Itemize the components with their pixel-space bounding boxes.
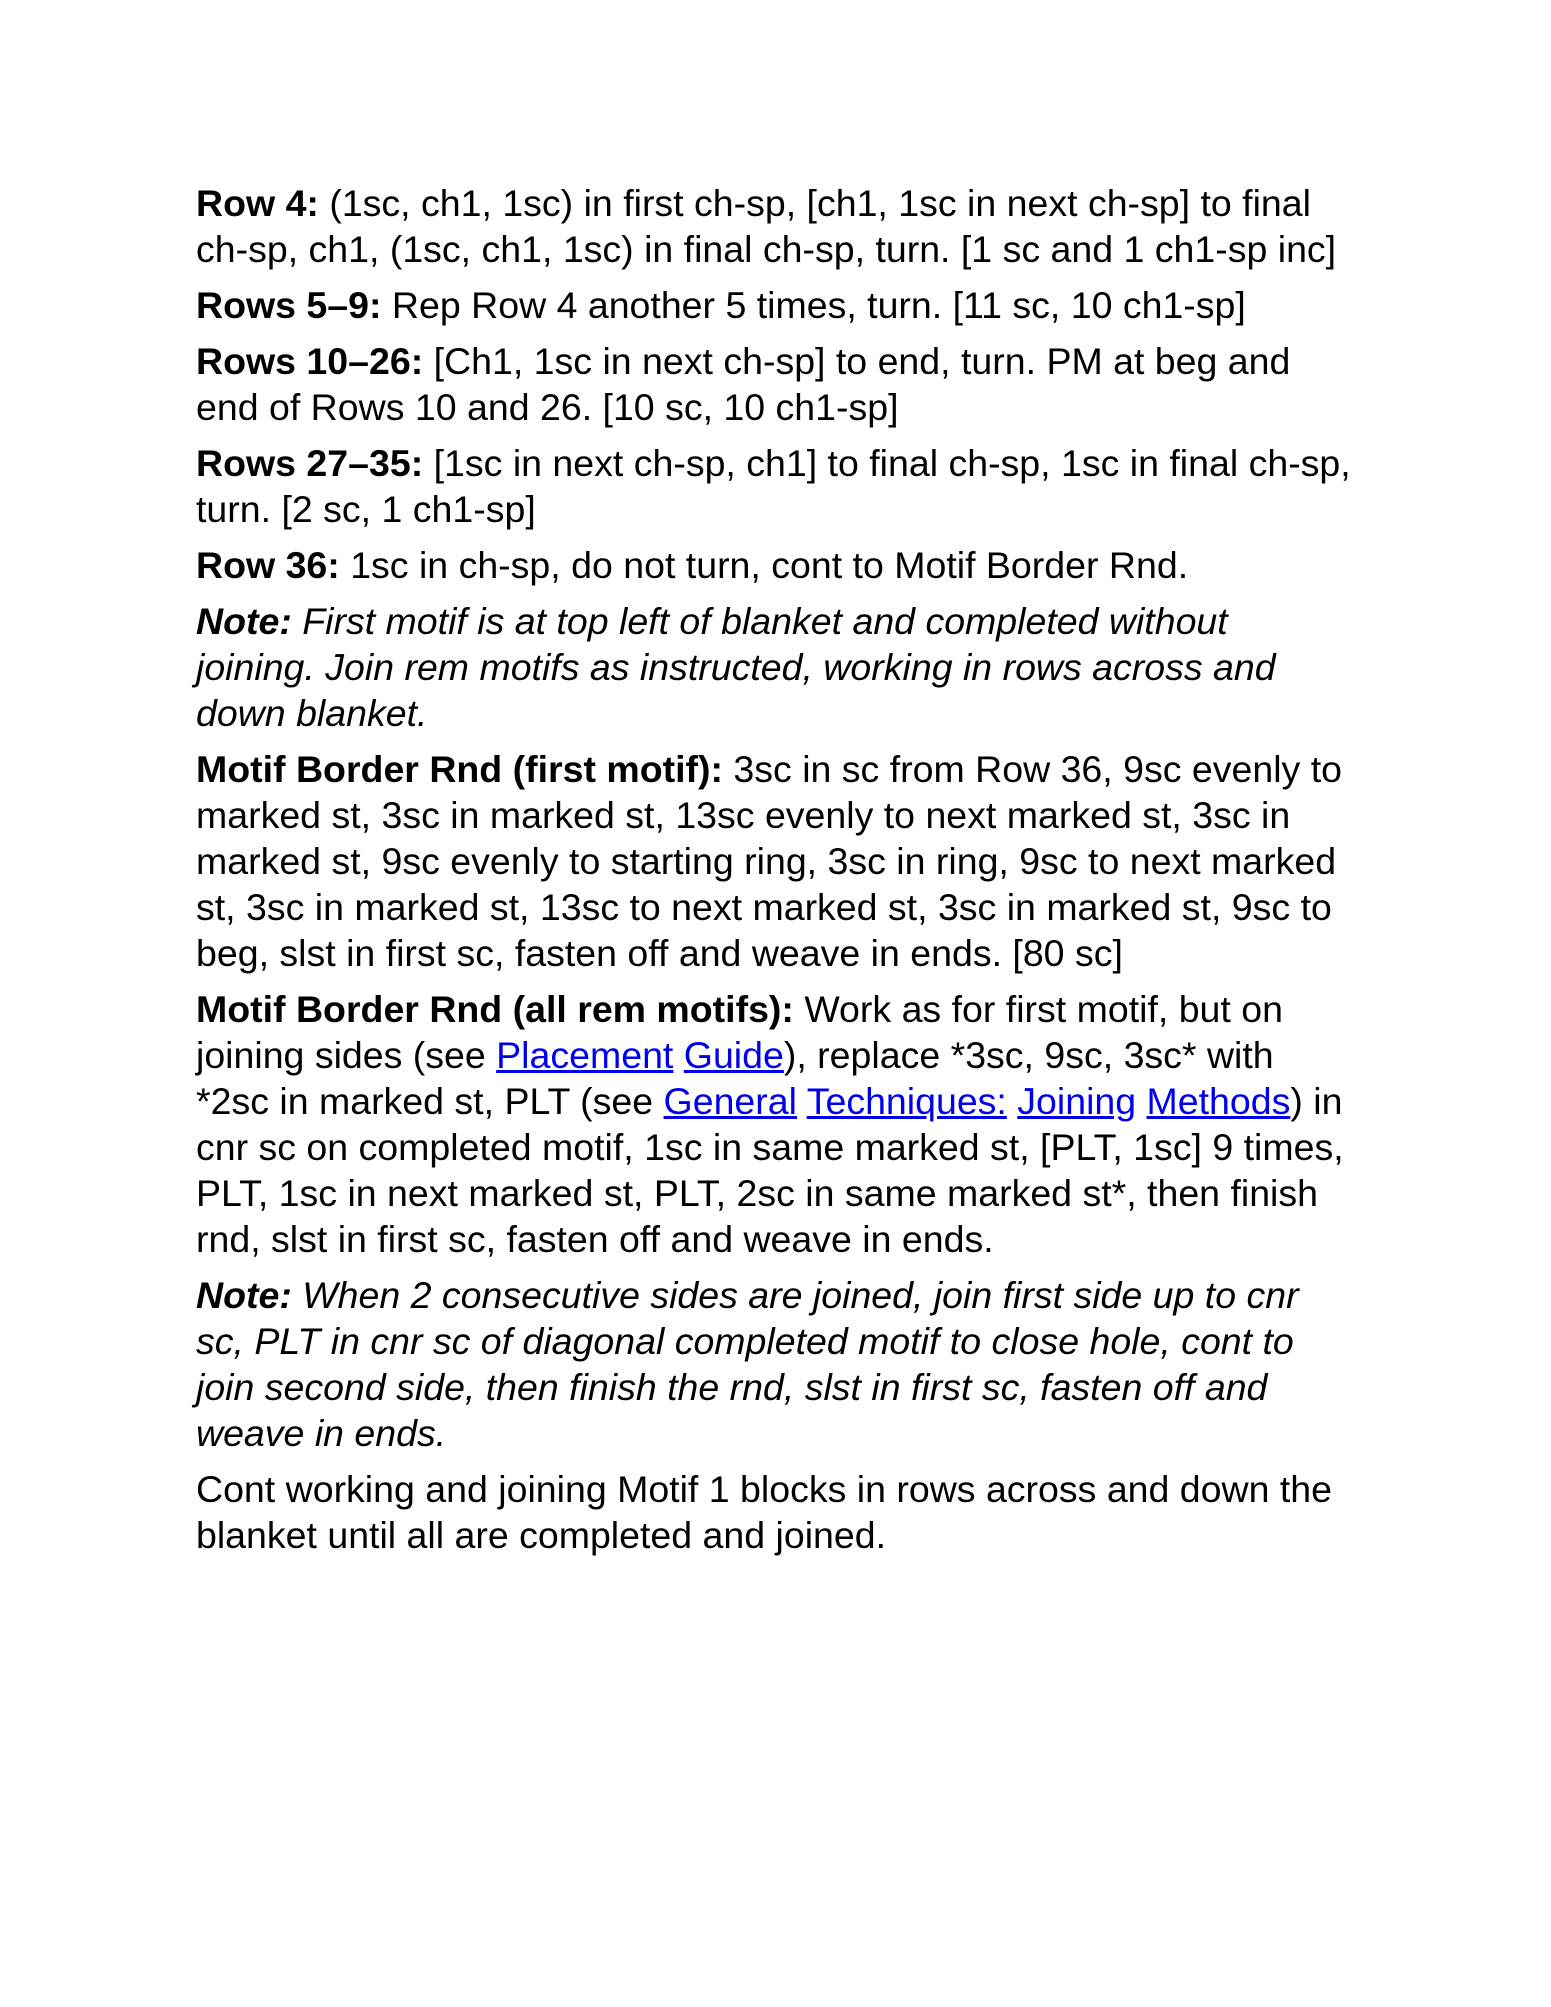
motif-border-rem-label: Motif Border Rnd (all rem motifs):	[196, 988, 794, 1030]
link-word: Techniques:	[806, 1080, 1007, 1122]
instruction-row-4	[196, 180, 1354, 272]
rows-27-35-text: [1sc in next ch-sp, ch1] to final ch-sp, 1sc in final ch-sp, turn. [2 sc, 1 ch1-sp]	[196, 442, 1351, 530]
rows-10-26-label: Rows 10–26:	[196, 340, 424, 382]
rows-27-35-label: Rows 27–35:	[196, 442, 424, 484]
pattern-text-column	[196, 180, 1354, 1568]
link-word: General	[663, 1080, 797, 1122]
note-label: Note:	[196, 1274, 292, 1316]
note-first-motif	[196, 598, 1354, 736]
rows-5-9-text: Rep Row 4 another 5 times, turn. [11 sc, 10 ch1-sp]	[381, 284, 1246, 326]
motif-border-first-label: Motif Border Rnd (first motif):	[196, 748, 723, 790]
cont-working-text: Cont working and joining Motif 1 blocks in rows across and down the blanket until all are completed and joined.	[196, 1468, 1333, 1556]
instruction-cont-working	[196, 1466, 1354, 1558]
row-36-label: Row 36:	[196, 544, 340, 586]
rows-10-26-text: [Ch1, 1sc in next ch-sp] to end, turn. PM at beg and end of Rows 10 and 26. [10 sc, 10 ch1-sp]	[196, 340, 1291, 428]
row-4-text: (1sc, ch1, 1sc) in first ch-sp, [ch1, 1sc in next ch-sp] to final ch-sp, ch1, (1sc, ch1, 1sc) in final ch-sp, turn. [1 sc and 1 ch1-sp inc]	[196, 182, 1337, 270]
motif-border-first-text: 3sc in sc from Row 36, 9sc evenly to marked st, 3sc in marked st, 13sc evenly to next marked st, 3sc in marked st, 9sc evenly to starting ring, 3sc in ring, 9sc to next marked st, 3sc in marked st, 13sc to next marked st, 3sc in marked st, 9sc to beg, slst in first sc, fasten off and weave in ends. [80 sc]	[196, 748, 1342, 974]
instruction-rows-5-9	[196, 282, 1354, 328]
motif-border-rem-text-2: ), replace *3sc, 9sc, 3sc* with *2sc in marked st, PLT (see	[196, 1034, 1274, 1122]
instruction-rows-10-26	[196, 338, 1354, 430]
link-word: Guide	[683, 1034, 784, 1076]
instruction-motif-border-first	[196, 746, 1354, 976]
note-first-motif-text: First motif is at top left of blanket and completed without joining. Join rem motifs as instructed, working in rows across and down blanket.	[196, 600, 1276, 734]
note-joining-sides	[196, 1272, 1354, 1456]
motif-border-rem-text-3: ) in cnr sc on completed motif, 1sc in same marked st, [PLT, 1sc] 9 times, PLT, 1sc in next marked st, PLT, 2sc in same marked st*, then finish rnd, slst in first sc, fasten off and weave in ends.	[196, 1080, 1344, 1260]
note-label: Note:	[196, 600, 292, 642]
rows-5-9-label: Rows 5–9:	[196, 284, 382, 326]
note-joining-sides-text: When 2 consecutive sides are joined, join first side up to cnr sc, PLT in cnr sc of diagonal completed motif to close hole, cont to join second side, then finish the rnd, slst in first sc, fasten off and weave in ends.	[196, 1274, 1299, 1454]
link-word: Methods	[1146, 1080, 1291, 1122]
link-word: Joining	[1017, 1080, 1137, 1122]
motif-border-rem-text-1: Work as for first motif, but on joining sides (see	[196, 988, 1283, 1076]
instruction-motif-border-rem	[196, 986, 1354, 1262]
instruction-rows-27-35	[196, 440, 1354, 532]
instruction-row-36	[196, 542, 1354, 588]
row-4-label: Row 4:	[196, 182, 319, 224]
joining-methods-link[interactable]	[664, 1080, 1291, 1122]
row-36-text: 1sc in ch-sp, do not turn, cont to Motif Border Rnd.	[339, 544, 1189, 586]
link-word: Placement	[496, 1034, 674, 1076]
placement-guide-link[interactable]	[496, 1034, 784, 1076]
